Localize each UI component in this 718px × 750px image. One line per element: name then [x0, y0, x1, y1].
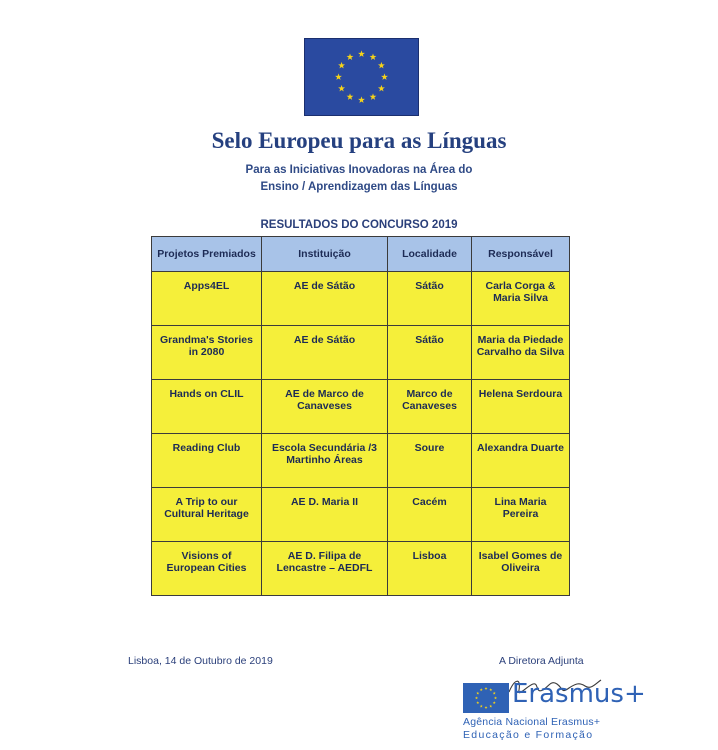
star-icon — [489, 688, 492, 691]
cell-responsible: Carla Corga & Maria Silva — [472, 272, 570, 326]
star-icon — [370, 53, 377, 60]
cell-locality: Lisboa — [388, 542, 472, 596]
star-icon — [378, 62, 385, 69]
column-header-institution: Instituição — [262, 237, 388, 272]
star-icon — [347, 53, 354, 60]
eu-flag-icon — [304, 38, 419, 116]
star-icon — [335, 73, 342, 80]
cell-locality: Marco de Canaveses — [388, 380, 472, 434]
cell-institution: AE de Sátão — [262, 272, 388, 326]
star-icon — [484, 706, 487, 709]
star-icon — [484, 687, 487, 690]
erasmus-flag-stars — [463, 683, 509, 713]
star-icon — [338, 85, 345, 92]
star-icon — [358, 50, 365, 57]
cell-project: Reading Club — [152, 434, 262, 488]
results-heading: RESULTADOS DO CONCURSO 2019 — [260, 219, 458, 231]
agency-name: Agência Nacional Erasmus+ — [463, 716, 601, 728]
cell-locality: Cacém — [388, 488, 472, 542]
erasmus-flag-icon — [463, 683, 509, 713]
star-icon — [381, 73, 388, 80]
cell-institution: AE D. Filipa de Lencastre – AEDFL — [262, 542, 388, 596]
cell-responsible: Maria da Piedade Carvalho da Silva — [472, 326, 570, 380]
star-icon — [358, 96, 365, 103]
cell-responsible: Isabel Gomes de Oliveira — [472, 542, 570, 596]
cell-project: Apps4EL — [152, 272, 262, 326]
cell-responsible: Alexandra Duarte — [472, 434, 570, 488]
table-row — [152, 434, 570, 488]
table-row — [152, 326, 570, 380]
place-date: Lisboa, 14 de Outubro de 2019 — [128, 655, 273, 667]
cell-locality: Sátão — [388, 326, 472, 380]
page-title: Selo Europeu para as Línguas — [211, 128, 507, 153]
star-icon — [347, 93, 354, 100]
star-icon — [493, 692, 496, 695]
table-row — [152, 542, 570, 596]
subtitle-line-2: Ensino / Aprendizagem das Línguas — [260, 181, 458, 193]
agency-sector: Educação e Formação — [463, 729, 594, 741]
signatory-title: A Diretora Adjunta — [499, 655, 584, 667]
star-icon — [475, 696, 478, 699]
cell-institution: AE de Sátão — [262, 326, 388, 380]
cell-responsible: Helena Serdoura — [472, 380, 570, 434]
star-icon — [493, 701, 496, 704]
column-header-responsible: Responsável — [472, 237, 570, 272]
cell-institution: AE D. Maria II — [262, 488, 388, 542]
results-table — [151, 236, 570, 596]
column-header-projects: Projetos Premiados — [152, 237, 262, 272]
star-icon — [494, 696, 497, 699]
cell-project: Visions of European Cities — [152, 542, 262, 596]
cell-locality: Sátão — [388, 272, 472, 326]
table-header-row — [152, 237, 570, 272]
star-icon — [480, 705, 483, 708]
table-row — [152, 272, 570, 326]
cell-institution: Escola Secundária /3 Martinho Áreas — [262, 434, 388, 488]
cell-locality: Soure — [388, 434, 472, 488]
cell-project: Hands on CLIL — [152, 380, 262, 434]
eu-flag-stars — [305, 39, 418, 115]
cell-responsible: Lina Maria Pereira — [472, 488, 570, 542]
cell-project: Grandma's Stories in 2080 — [152, 326, 262, 380]
star-icon — [489, 705, 492, 708]
star-icon — [476, 701, 479, 704]
table-row — [152, 380, 570, 434]
column-header-locality: Localidade — [388, 237, 472, 272]
star-icon — [338, 62, 345, 69]
star-icon — [370, 93, 377, 100]
cell-institution: AE de Marco de Canaveses — [262, 380, 388, 434]
erasmus-logo-word: Erasmus+ — [512, 679, 646, 709]
table-row — [152, 488, 570, 542]
star-icon — [378, 85, 385, 92]
star-icon — [476, 692, 479, 695]
cell-project: A Trip to our Cultural Heritage — [152, 488, 262, 542]
subtitle-line-1: Para as Iniciativas Inovadoras na Área do — [245, 164, 473, 176]
star-icon — [480, 688, 483, 691]
